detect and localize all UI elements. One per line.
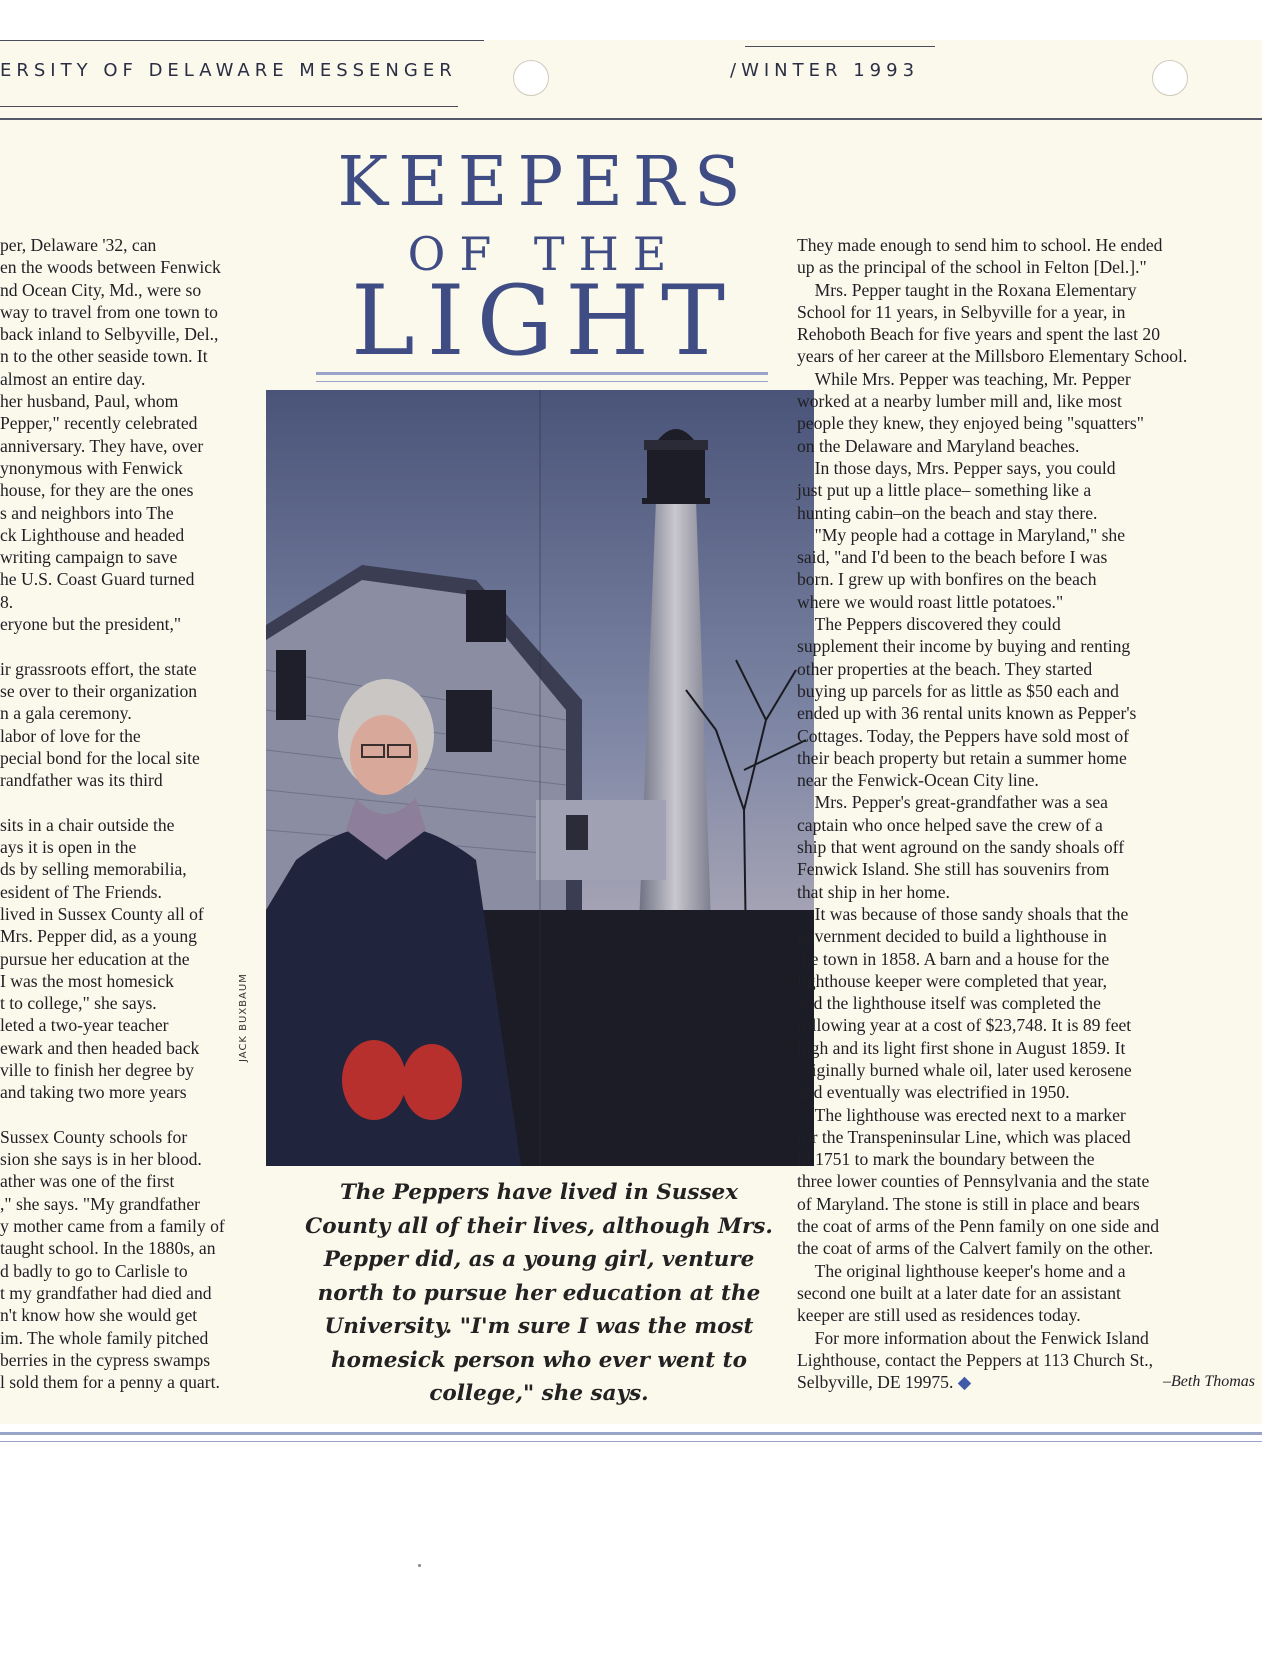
headline-light: LIGHT <box>350 265 738 377</box>
article-line: ather was one of the first <box>0 1171 175 1192</box>
article-line: Pepper," recently celebrated <box>0 413 198 434</box>
article-line: School for 11 years, in Selbyville for a year, in <box>797 301 1126 322</box>
article-line: leted a two-year teacher <box>0 1015 169 1036</box>
article-line: up as the principal of the school in Felton [Del.]." <box>797 257 1147 278</box>
article-line: nd Ocean City, Md., were so <box>0 279 202 300</box>
stray-mark <box>418 1564 421 1567</box>
author-byline: –Beth Thomas <box>1163 1373 1255 1391</box>
article-line: anniversary. They have, over <box>0 435 204 456</box>
headline-of-the: OF THE <box>407 227 681 281</box>
article-line: randfather was its third <box>0 770 163 791</box>
article-line: of Maryland. The stone is still in place and bears <box>797 1193 1140 1214</box>
article-line: Mrs. Pepper taught in the Roxana Elementary <box>797 279 1137 300</box>
publication-name: ERSITY OF DELAWARE MESSENGER <box>0 60 457 81</box>
article-line: ended up with 36 rental units known as Pepper's <box>797 703 1137 724</box>
photo-caption: The Peppers have lived in Sussex County all of their lives, although Mrs. Pepper did, as a young girl, venture north to pursue her education at the University. "I'm sure I was the most homesick person who ever went to college," she says. <box>305 1180 773 1406</box>
article-line: d badly to go to Carlisle to <box>0 1260 188 1281</box>
article-line: se over to their organization <box>0 680 198 701</box>
article-line: government decided to build a lighthouse in <box>797 926 1107 947</box>
article-line: back inland to Selbyville, Del., <box>0 324 219 345</box>
article-line: Lighthouse, contact the Peppers at 113 Church St., <box>797 1349 1154 1370</box>
article-line: he U.S. Coast Guard turned <box>0 569 195 590</box>
article-line: Mrs. Pepper did, as a young <box>0 926 197 947</box>
article-line: per, Delaware '32, can <box>0 235 157 255</box>
article-line: Mrs. Pepper's great-grandfather was a sea <box>797 792 1108 813</box>
article-line: on the Delaware and Maryland beaches. <box>797 435 1080 456</box>
article-line: their beach property but retain a summer home <box>797 747 1127 768</box>
article-line: ynonymous with Fenwick <box>0 457 183 478</box>
article-line: years of her career at the Millsboro Elementary School. <box>797 346 1188 367</box>
article-left-column <box>0 234 276 1393</box>
article-line: house, for they are the ones <box>0 480 194 501</box>
article-line: Sussex County schools for <box>0 1126 188 1147</box>
article-line: lighthouse keeper were completed that year, <box>797 970 1107 991</box>
end-diamond-icon: ◆ <box>957 1372 972 1393</box>
article-line: and taking two more years <box>0 1082 187 1103</box>
article-line: that ship in her home. <box>797 881 950 902</box>
header-top-line <box>0 40 484 41</box>
article-line <box>0 791 276 813</box>
article-line: where we would roast little potatoes." <box>797 591 1064 612</box>
photo-credit: JACK BUXBAUM <box>238 973 249 1062</box>
article-line: the coat of arms of the Penn family on one side and <box>797 1216 1160 1237</box>
article-line: the coat of arms of the Calvert family on the other. <box>797 1238 1154 1259</box>
article-line: "My people had a cottage in Maryland," she <box>797 524 1126 545</box>
article-last-line <box>797 1371 1259 1393</box>
article-line: I was the most homesick <box>0 970 174 991</box>
article-line: lived in Sussex County all of <box>0 903 204 924</box>
article-line: and eventually was electrified in 1950. <box>797 1082 1070 1103</box>
article-line: just put up a little place– something like a <box>797 480 1092 501</box>
article-right-column <box>797 234 1259 1393</box>
article-line: ir grassroots effort, the state <box>0 658 197 679</box>
article-line: n a gala ceremony. <box>0 703 132 724</box>
article-line: writing campaign to save <box>0 547 178 568</box>
article-line: the town in 1858. A barn and a house for the <box>797 948 1110 969</box>
article-line: taught school. In the 1880s, an <box>0 1238 216 1259</box>
article-line: en the woods between Fenwick <box>0 257 221 278</box>
article-line: They made enough to send him to school. He ended <box>797 235 1163 255</box>
article-line: pursue her education at the <box>0 948 190 969</box>
article-line: The lighthouse was erected next to a marker <box>797 1104 1126 1125</box>
article-line: It was because of those sandy shoals that the <box>797 903 1129 924</box>
bottom-rule <box>0 1432 1262 1442</box>
article-line: l sold them for a penny a quart. <box>0 1372 220 1393</box>
punch-hole <box>1152 60 1188 96</box>
article-line: worked at a nearby lumber mill and, like most <box>797 391 1122 412</box>
article-line: and the lighthouse itself was completed the <box>797 993 1101 1014</box>
article-line: near the Fenwick-Ocean City line. <box>797 770 1039 791</box>
punch-hole <box>513 60 549 96</box>
article-line: Cottages. Today, the Peppers have sold most of <box>797 725 1130 746</box>
article-line: ," she says. "My grandfather <box>0 1193 201 1214</box>
article-line: three lower counties of Pennsylvania and the state <box>797 1171 1150 1192</box>
article-line: t to college," she says. <box>0 993 157 1014</box>
article-line: ds by selling memorabilia, <box>0 859 187 880</box>
article-line: originally burned whale oil, later used kerosene <box>797 1059 1132 1080</box>
article-line <box>0 1104 276 1126</box>
article-line: following year at a cost of $23,748. It is 89 feet <box>797 1015 1132 1036</box>
address-text: Selbyville, DE 19975. <box>797 1372 958 1393</box>
article-line: supplement their income by buying and renting <box>797 636 1131 657</box>
article-line: ship that went aground on the sandy shoals off <box>797 837 1125 858</box>
article-line: high and its light first shone in August 1859. It <box>797 1037 1126 1058</box>
article-line: captain who once helped save the crew of a <box>797 814 1103 835</box>
article-line: s and neighbors into The <box>0 502 174 523</box>
header-rule <box>0 118 1262 120</box>
article-line: other properties at the beach. They started <box>797 658 1093 679</box>
article-line: Rehoboth Beach for five years and spent the last 20 <box>797 324 1161 345</box>
article-line: While Mrs. Pepper was teaching, Mr. Pepper <box>797 368 1131 389</box>
article-line: second one built at a later date for an assistant <box>797 1282 1121 1303</box>
article-line: sion she says is in her blood. <box>0 1149 202 1170</box>
article-line: eryone but the president," <box>0 614 182 635</box>
article-line <box>0 635 276 657</box>
article-line: almost an entire day. <box>0 368 146 389</box>
header-top-line-right <box>745 46 935 47</box>
article-line: hunting cabin–on the beach and stay there. <box>797 502 1098 523</box>
article-line: labor of love for the <box>0 725 141 746</box>
article-line: ville to finish her degree by <box>0 1059 194 1080</box>
header-bottom-line <box>0 106 458 107</box>
lighthouse-photo <box>266 390 814 1166</box>
article-line: In those days, Mrs. Pepper says, you could <box>797 457 1116 478</box>
article-line: her husband, Paul, whom <box>0 391 179 412</box>
article-line: keeper are still used as residences today. <box>797 1305 1081 1326</box>
article-line: people they knew, they enjoyed being "squatters" <box>797 413 1144 434</box>
article-line: For more information about the Fenwick Island <box>797 1327 1149 1348</box>
article-line: berries in the cypress swamps <box>0 1349 211 1370</box>
article-line: way to travel from one town to <box>0 301 218 322</box>
headline-keepers: KEEPERS <box>337 143 751 222</box>
article-line: y mother came from a family of <box>0 1216 225 1237</box>
article-line: The Peppers discovered they could <box>797 614 1061 635</box>
issue-date: /WINTER 1993 <box>730 60 920 81</box>
article-line: sits in a chair outside the <box>0 814 175 835</box>
article-line: for the Transpeninsular Line, which was placed <box>797 1126 1131 1147</box>
article-line: ck Lighthouse and headed <box>0 524 185 545</box>
article-line: Fenwick Island. She still has souvenirs from <box>797 859 1110 880</box>
article-line: The original lighthouse keeper's home and a <box>797 1260 1126 1281</box>
article-line: 8. <box>0 591 14 612</box>
article-line: pecial bond for the local site <box>0 747 200 768</box>
photo-illustration <box>266 390 814 1166</box>
article-line: n't know how she would get <box>0 1305 198 1326</box>
article-line: im. The whole family pitched <box>0 1327 209 1348</box>
headline-rule <box>316 372 768 382</box>
article-line: said, "and I'd been to the beach before I was <box>797 547 1108 568</box>
article-line: ewark and then headed back <box>0 1037 200 1058</box>
article-line: ays it is open in the <box>0 837 137 858</box>
article-line: buying up parcels for as little as $50 each and <box>797 680 1119 701</box>
article-line: esident of The Friends. <box>0 881 162 902</box>
article-line: in 1751 to mark the boundary between the <box>797 1149 1095 1170</box>
article-line: t my grandfather had died and <box>0 1282 212 1303</box>
article-line: born. I grew up with bonfires on the beach <box>797 569 1097 590</box>
article-line: n to the other seaside town. It <box>0 346 208 367</box>
